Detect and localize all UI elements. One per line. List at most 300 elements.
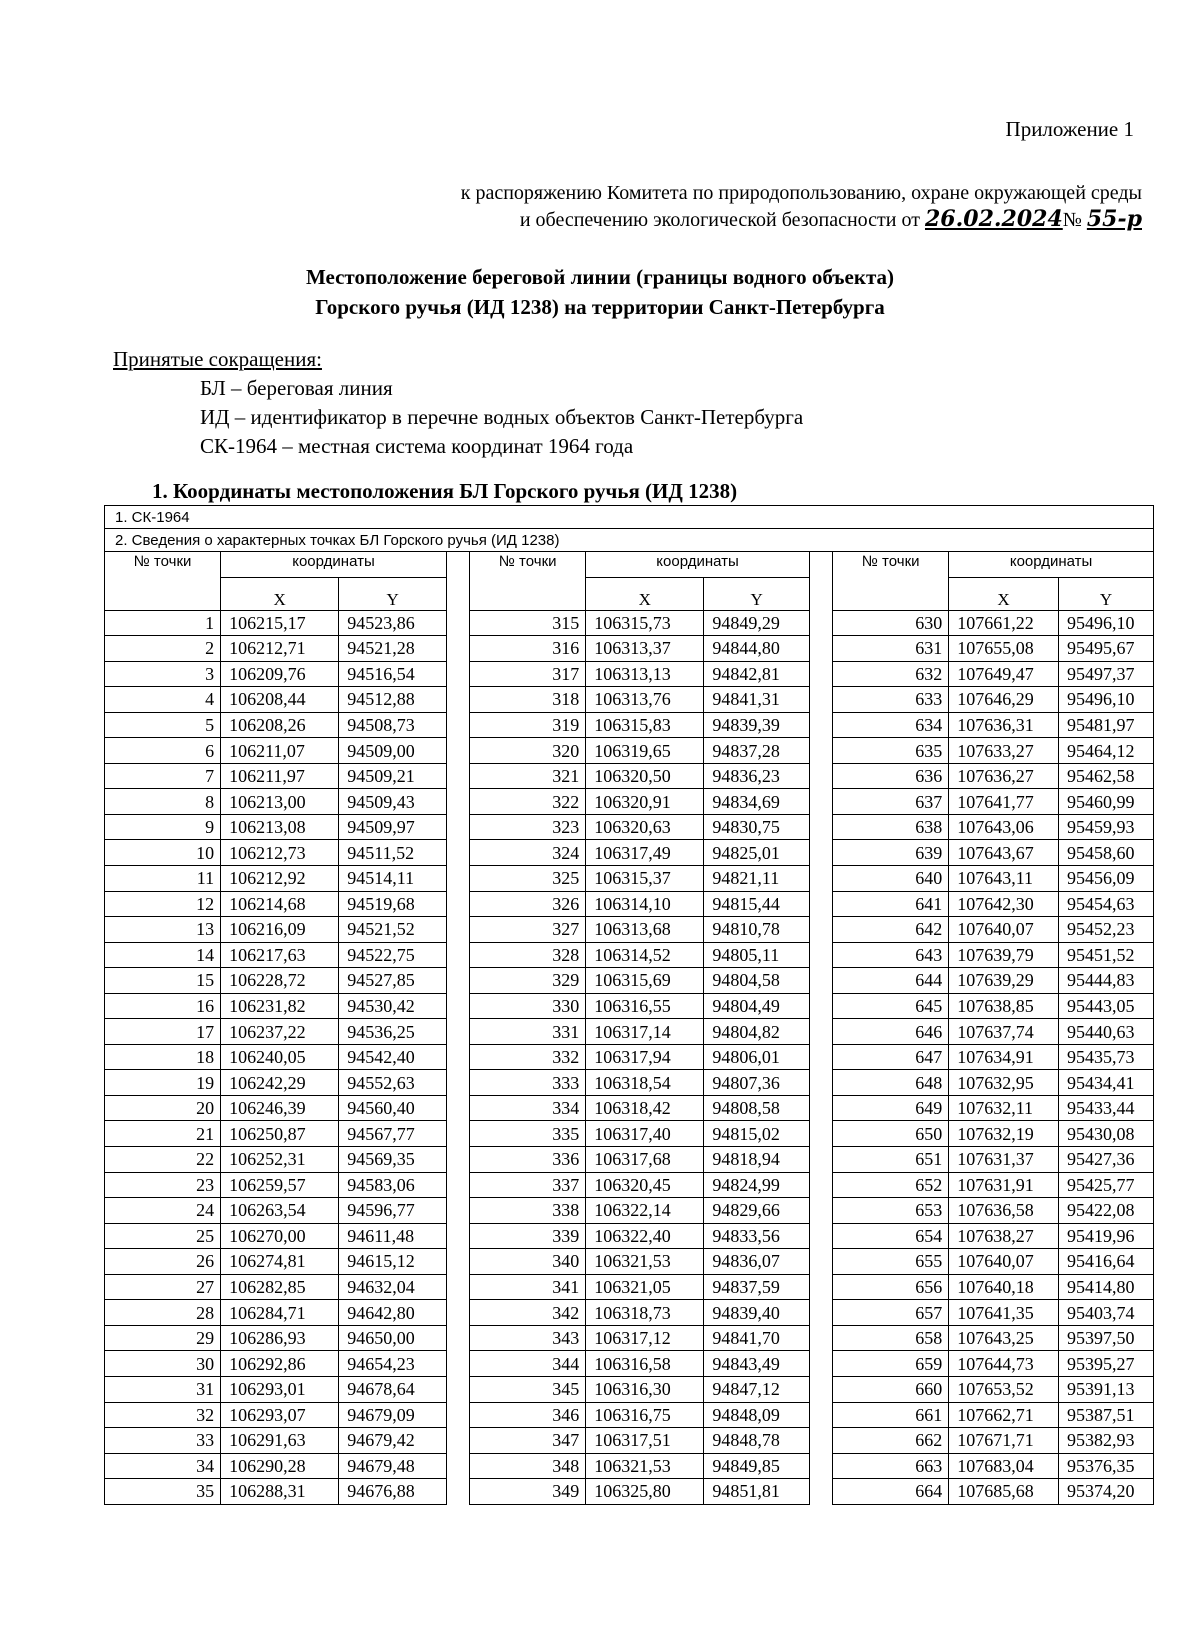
coordinates-header: координаты	[949, 552, 1154, 578]
point-number: 342	[470, 1300, 586, 1326]
point-number: 1	[105, 610, 221, 636]
coordinate-y: 95430,08	[1058, 1121, 1153, 1147]
table-row	[105, 789, 1154, 815]
point-number: 7	[105, 763, 221, 789]
coordinate-x: 106286,93	[221, 1325, 339, 1351]
coordinate-x: 106314,52	[586, 942, 704, 968]
point-number: 630	[833, 610, 949, 636]
coordinate-y: 95382,93	[1058, 1428, 1153, 1454]
table-row	[105, 1249, 1154, 1275]
point-number: 32	[105, 1402, 221, 1428]
coordinate-y: 94804,49	[704, 993, 810, 1019]
coordinate-x: 106293,07	[221, 1402, 339, 1428]
coordinate-x: 107683,04	[949, 1453, 1059, 1479]
table-row	[105, 1198, 1154, 1224]
point-number: 8	[105, 789, 221, 815]
table-row	[105, 712, 1154, 738]
coordinate-y: 94808,58	[704, 1095, 810, 1121]
coordinate-x: 106213,08	[221, 814, 339, 840]
coordinate-y: 94678,64	[339, 1376, 447, 1402]
coordinate-y: 95496,10	[1058, 687, 1153, 713]
order-line-1: к распоряжению Комитета по природопользованию, охране окружающей среды	[460, 182, 1142, 204]
point-number: 663	[833, 1453, 949, 1479]
point-number: 654	[833, 1223, 949, 1249]
point-number: 646	[833, 1019, 949, 1045]
coordinate-y: 94837,59	[704, 1274, 810, 1300]
point-number: 631	[833, 636, 949, 662]
coordinate-y: 94806,01	[704, 1044, 810, 1070]
point-number: 34	[105, 1453, 221, 1479]
point-number: 346	[470, 1402, 586, 1428]
points-info-row: 2. Сведения о характерных точках БЛ Горского ручья (ИД 1238)	[105, 529, 1154, 552]
point-number: 21	[105, 1121, 221, 1147]
coordinate-y: 95454,63	[1058, 891, 1153, 917]
coordinate-x: 107638,27	[949, 1223, 1059, 1249]
y-header: Y	[339, 577, 447, 610]
coordinate-y: 94552,63	[339, 1070, 447, 1096]
coordinate-y: 94509,43	[339, 789, 447, 815]
coordinate-x: 107640,18	[949, 1274, 1059, 1300]
point-number: 28	[105, 1300, 221, 1326]
title-line-2: Горского ручья (ИД 1238) на территории Санкт-Петербурга	[315, 295, 885, 319]
coordinate-y: 94810,78	[704, 917, 810, 943]
coordinate-y: 95451,52	[1058, 942, 1153, 968]
coordinate-x: 106291,63	[221, 1428, 339, 1454]
coordinate-y: 94611,48	[339, 1223, 447, 1249]
point-number: 636	[833, 763, 949, 789]
table-row	[105, 1428, 1154, 1454]
coordinate-x: 106315,69	[586, 968, 704, 994]
coordinate-system-table	[104, 505, 1154, 552]
coordinate-y: 94654,23	[339, 1351, 447, 1377]
coordinate-x: 106316,30	[586, 1376, 704, 1402]
coordinate-x: 107636,27	[949, 763, 1059, 789]
point-number: 26	[105, 1249, 221, 1275]
point-number: 321	[470, 763, 586, 789]
table-row	[105, 993, 1154, 1019]
table-row	[105, 891, 1154, 917]
point-number: 5	[105, 712, 221, 738]
coordinate-x: 106316,75	[586, 1402, 704, 1428]
table-row	[105, 917, 1154, 943]
point-number: 656	[833, 1274, 949, 1300]
order-reference	[461, 180, 1142, 233]
point-number: 340	[470, 1249, 586, 1275]
coordinate-x: 106209,76	[221, 661, 339, 687]
coordinate-y: 94804,58	[704, 968, 810, 994]
coordinate-y: 95496,10	[1058, 610, 1153, 636]
point-number: 339	[470, 1223, 586, 1249]
point-number: 322	[470, 789, 586, 815]
point-number: 347	[470, 1428, 586, 1454]
coordinate-y: 94679,42	[339, 1428, 447, 1454]
table-row	[105, 1479, 1154, 1505]
abbreviations-heading: Принятые сокращения:	[113, 347, 322, 371]
coordinate-x: 106321,05	[586, 1274, 704, 1300]
coordinate-x: 106321,53	[586, 1453, 704, 1479]
coordinate-y: 94841,31	[704, 687, 810, 713]
coordinate-x: 106320,91	[586, 789, 704, 815]
point-number: 13	[105, 917, 221, 943]
coordinate-y: 94509,00	[339, 738, 447, 764]
point-number: 349	[470, 1479, 586, 1505]
coordinate-x: 106320,50	[586, 763, 704, 789]
coordinate-x: 106259,57	[221, 1172, 339, 1198]
coordinate-x: 106288,31	[221, 1479, 339, 1505]
coordinate-y: 95416,64	[1058, 1249, 1153, 1275]
point-number: 344	[470, 1351, 586, 1377]
table-row	[105, 1044, 1154, 1070]
coordinate-x: 107643,25	[949, 1325, 1059, 1351]
coordinate-x: 107639,79	[949, 942, 1059, 968]
abbreviation-item: ИД – идентификатор в перечне водных объектов Санкт-Петербурга	[200, 405, 804, 429]
table-row	[105, 1453, 1154, 1479]
coordinate-x: 106319,65	[586, 738, 704, 764]
coordinate-y: 94560,40	[339, 1095, 447, 1121]
coordinate-y: 94849,85	[704, 1453, 810, 1479]
point-number: 652	[833, 1172, 949, 1198]
coordinate-y: 95452,23	[1058, 917, 1153, 943]
coordinate-x: 106315,73	[586, 610, 704, 636]
coordinate-x: 107642,30	[949, 891, 1059, 917]
point-number: 337	[470, 1172, 586, 1198]
point-number: 338	[470, 1198, 586, 1224]
point-number: 333	[470, 1070, 586, 1096]
coordinate-x: 107632,19	[949, 1121, 1059, 1147]
point-number: 330	[470, 993, 586, 1019]
coordinate-x: 107685,68	[949, 1479, 1059, 1505]
point-number: 659	[833, 1351, 949, 1377]
point-number: 9	[105, 814, 221, 840]
coordinate-y: 95387,51	[1058, 1402, 1153, 1428]
coordinate-y: 94632,04	[339, 1274, 447, 1300]
point-number: 19	[105, 1070, 221, 1096]
coordinate-y: 95414,80	[1058, 1274, 1153, 1300]
table-row	[105, 610, 1154, 636]
point-number: 633	[833, 687, 949, 713]
coordinate-x: 107631,37	[949, 1147, 1059, 1173]
coordinate-y: 95403,74	[1058, 1300, 1153, 1326]
coordinates-header: координаты	[221, 552, 447, 578]
coordinate-y: 95425,77	[1058, 1172, 1153, 1198]
coordinate-x: 107641,35	[949, 1300, 1059, 1326]
coordinate-x: 106314,10	[586, 891, 704, 917]
coordinate-y: 95422,08	[1058, 1198, 1153, 1224]
coordinate-y: 95397,50	[1058, 1325, 1153, 1351]
point-number: 24	[105, 1198, 221, 1224]
coordinate-y: 95462,58	[1058, 763, 1153, 789]
table-row	[105, 636, 1154, 662]
coordinate-x: 107646,29	[949, 687, 1059, 713]
order-number-label: №	[1062, 209, 1082, 231]
coordinate-y: 95460,99	[1058, 789, 1153, 815]
table-row	[105, 1300, 1154, 1326]
point-number: 644	[833, 968, 949, 994]
coordinate-system-row: 1. СК-1964	[105, 506, 1154, 529]
coordinate-x: 106313,37	[586, 636, 704, 662]
order-line-2-prefix: и обеспечению экологической безопасности от	[519, 209, 920, 231]
y-header: Y	[1058, 577, 1153, 610]
table-row	[105, 1172, 1154, 1198]
document-title	[0, 262, 1200, 322]
coordinate-y: 94519,68	[339, 891, 447, 917]
coordinate-y: 95434,41	[1058, 1070, 1153, 1096]
coordinate-x: 107655,08	[949, 636, 1059, 662]
table-row	[105, 738, 1154, 764]
order-number: 55-р	[1086, 206, 1142, 232]
coordinate-y: 95459,93	[1058, 814, 1153, 840]
coordinate-x: 107640,07	[949, 1249, 1059, 1275]
point-number: 23	[105, 1172, 221, 1198]
x-header: X	[949, 577, 1059, 610]
coordinate-y: 95374,20	[1058, 1479, 1153, 1505]
point-number-header: № точки	[833, 552, 949, 611]
coordinate-x: 106246,39	[221, 1095, 339, 1121]
table-row	[105, 1095, 1154, 1121]
point-number: 17	[105, 1019, 221, 1045]
point-number: 4	[105, 687, 221, 713]
coordinate-y: 95395,27	[1058, 1351, 1153, 1377]
coordinate-y: 94583,06	[339, 1172, 447, 1198]
coordinate-x: 107637,74	[949, 1019, 1059, 1045]
coordinate-x: 106228,72	[221, 968, 339, 994]
coordinate-x: 106317,40	[586, 1121, 704, 1147]
coordinate-x: 106322,40	[586, 1223, 704, 1249]
coordinate-x: 106313,76	[586, 687, 704, 713]
coordinate-x: 106317,14	[586, 1019, 704, 1045]
coordinate-y: 94807,36	[704, 1070, 810, 1096]
coordinate-y: 94514,11	[339, 866, 447, 892]
coordinate-y: 95435,73	[1058, 1044, 1153, 1070]
point-number: 632	[833, 661, 949, 687]
coordinate-y: 94836,23	[704, 763, 810, 789]
coordinate-x: 107639,29	[949, 968, 1059, 994]
coordinate-y: 94567,77	[339, 1121, 447, 1147]
coordinate-x: 106318,54	[586, 1070, 704, 1096]
coordinate-y: 94830,75	[704, 814, 810, 840]
coordinate-y: 94818,94	[704, 1147, 810, 1173]
point-number: 641	[833, 891, 949, 917]
coordinate-x: 106318,42	[586, 1095, 704, 1121]
coordinate-x: 106211,97	[221, 763, 339, 789]
point-number: 18	[105, 1044, 221, 1070]
point-number: 35	[105, 1479, 221, 1505]
coordinate-y: 95391,13	[1058, 1376, 1153, 1402]
coordinate-y: 94536,25	[339, 1019, 447, 1045]
coordinate-y: 94508,73	[339, 712, 447, 738]
coordinate-y: 95444,83	[1058, 968, 1153, 994]
coordinate-x: 107643,06	[949, 814, 1059, 840]
point-number: 655	[833, 1249, 949, 1275]
point-number: 341	[470, 1274, 586, 1300]
table-row	[105, 1223, 1154, 1249]
coordinate-x: 107643,11	[949, 866, 1059, 892]
point-number: 326	[470, 891, 586, 917]
coordinate-y: 94833,56	[704, 1223, 810, 1249]
point-number: 658	[833, 1325, 949, 1351]
coordinate-x: 106231,82	[221, 993, 339, 1019]
table-row	[105, 763, 1154, 789]
point-number: 16	[105, 993, 221, 1019]
coordinate-y: 94849,29	[704, 610, 810, 636]
point-number: 327	[470, 917, 586, 943]
coordinate-x: 106270,00	[221, 1223, 339, 1249]
coordinates-header: координаты	[586, 552, 810, 578]
coordinate-y: 94844,80	[704, 636, 810, 662]
point-number-header: № точки	[470, 552, 586, 611]
coordinate-x: 107649,47	[949, 661, 1059, 687]
coordinate-y: 94596,77	[339, 1198, 447, 1224]
point-number: 3	[105, 661, 221, 687]
coordinate-y: 95427,36	[1058, 1147, 1153, 1173]
coordinate-x: 106293,01	[221, 1376, 339, 1402]
coordinate-x: 106240,05	[221, 1044, 339, 1070]
coordinate-y: 94804,82	[704, 1019, 810, 1045]
coordinate-x: 107633,27	[949, 738, 1059, 764]
coordinate-x: 106313,68	[586, 917, 704, 943]
coordinate-x: 106316,58	[586, 1351, 704, 1377]
coordinate-x: 106212,73	[221, 840, 339, 866]
coordinate-y: 95481,97	[1058, 712, 1153, 738]
coordinate-x: 106212,92	[221, 866, 339, 892]
point-number: 336	[470, 1147, 586, 1173]
point-number: 318	[470, 687, 586, 713]
appendix-label: Приложение 1	[1005, 117, 1134, 141]
point-number: 635	[833, 738, 949, 764]
coordinate-x: 106252,31	[221, 1147, 339, 1173]
coordinate-y: 94834,69	[704, 789, 810, 815]
coordinate-x: 106214,68	[221, 891, 339, 917]
coordinate-x: 107640,07	[949, 917, 1059, 943]
coordinate-x: 106292,86	[221, 1351, 339, 1377]
coordinate-x: 107661,22	[949, 610, 1059, 636]
coordinate-y: 94530,42	[339, 993, 447, 1019]
point-number: 6	[105, 738, 221, 764]
coordinate-y: 95443,05	[1058, 993, 1153, 1019]
point-number: 648	[833, 1070, 949, 1096]
coordinate-x: 106318,73	[586, 1300, 704, 1326]
point-number: 651	[833, 1147, 949, 1173]
coordinate-x: 106216,09	[221, 917, 339, 943]
table-row	[105, 1274, 1154, 1300]
point-number: 645	[833, 993, 949, 1019]
coordinate-y: 94848,78	[704, 1428, 810, 1454]
table-row	[105, 1351, 1154, 1377]
table-row	[105, 1070, 1154, 1096]
coordinate-y: 95376,35	[1058, 1453, 1153, 1479]
point-number: 2	[105, 636, 221, 662]
coordinate-x: 106250,87	[221, 1121, 339, 1147]
point-number: 650	[833, 1121, 949, 1147]
coordinate-x: 106211,07	[221, 738, 339, 764]
point-number: 320	[470, 738, 586, 764]
coordinate-y: 94650,00	[339, 1325, 447, 1351]
point-number: 324	[470, 840, 586, 866]
title-line-1: Местоположение береговой линии (границы водного объекта)	[305, 265, 895, 289]
point-number: 30	[105, 1351, 221, 1377]
coordinate-x: 107653,52	[949, 1376, 1059, 1402]
y-header: Y	[704, 577, 810, 610]
coordinate-x: 106263,54	[221, 1198, 339, 1224]
point-number: 639	[833, 840, 949, 866]
table-row	[105, 840, 1154, 866]
point-number: 15	[105, 968, 221, 994]
point-number-header: № точки	[105, 552, 221, 611]
coordinate-x: 106274,81	[221, 1249, 339, 1275]
coordinate-x: 107644,73	[949, 1351, 1059, 1377]
coordinate-y: 94521,28	[339, 636, 447, 662]
coordinate-x: 106325,80	[586, 1479, 704, 1505]
table-row	[105, 866, 1154, 892]
x-header: X	[221, 577, 339, 610]
coordinate-x: 106242,29	[221, 1070, 339, 1096]
coordinate-x: 106217,63	[221, 942, 339, 968]
coordinate-x: 107636,31	[949, 712, 1059, 738]
point-number: 328	[470, 942, 586, 968]
coordinate-y: 95458,60	[1058, 840, 1153, 866]
point-number: 640	[833, 866, 949, 892]
point-number: 317	[470, 661, 586, 687]
table-row	[105, 1019, 1154, 1045]
point-number: 27	[105, 1274, 221, 1300]
coordinate-y: 94839,40	[704, 1300, 810, 1326]
coordinate-x: 106317,49	[586, 840, 704, 866]
coordinate-y: 94522,75	[339, 942, 447, 968]
point-number: 315	[470, 610, 586, 636]
coordinate-y: 94521,52	[339, 917, 447, 943]
table-row	[105, 968, 1154, 994]
abbreviation-item: БЛ – береговая линия	[200, 376, 393, 400]
abbreviation-item: СК-1964 – местная система координат 1964 года	[200, 434, 634, 458]
coordinate-y: 95419,96	[1058, 1223, 1153, 1249]
coordinate-x: 106208,26	[221, 712, 339, 738]
point-number: 25	[105, 1223, 221, 1249]
order-date: 26.02.2024	[924, 206, 1063, 232]
point-number: 12	[105, 891, 221, 917]
coordinate-x: 106282,85	[221, 1274, 339, 1300]
table-row	[105, 1147, 1154, 1173]
coordinates-table	[104, 551, 1154, 1505]
coordinate-x: 106315,83	[586, 712, 704, 738]
coordinate-y: 94679,09	[339, 1402, 447, 1428]
coordinate-y: 94815,44	[704, 891, 810, 917]
point-number: 29	[105, 1325, 221, 1351]
coordinate-x: 107631,91	[949, 1172, 1059, 1198]
coordinate-x: 106317,51	[586, 1428, 704, 1454]
coordinate-x: 106317,94	[586, 1044, 704, 1070]
coordinate-y: 94851,81	[704, 1479, 810, 1505]
point-number: 343	[470, 1325, 586, 1351]
coordinate-x: 107632,95	[949, 1070, 1059, 1096]
coordinate-y: 94509,97	[339, 814, 447, 840]
point-number: 657	[833, 1300, 949, 1326]
table-row	[105, 814, 1154, 840]
coordinate-x: 106313,13	[586, 661, 704, 687]
table-row	[105, 942, 1154, 968]
coordinate-y: 94511,52	[339, 840, 447, 866]
coordinate-x: 107632,11	[949, 1095, 1059, 1121]
coordinate-x: 106237,22	[221, 1019, 339, 1045]
coordinate-x: 107671,71	[949, 1428, 1059, 1454]
point-number: 334	[470, 1095, 586, 1121]
table-row	[105, 1325, 1154, 1351]
coordinate-x: 107641,77	[949, 789, 1059, 815]
point-number: 33	[105, 1428, 221, 1454]
column-gap	[809, 552, 832, 1505]
coordinate-y: 94679,48	[339, 1453, 447, 1479]
coordinate-x: 106213,00	[221, 789, 339, 815]
point-number: 642	[833, 917, 949, 943]
